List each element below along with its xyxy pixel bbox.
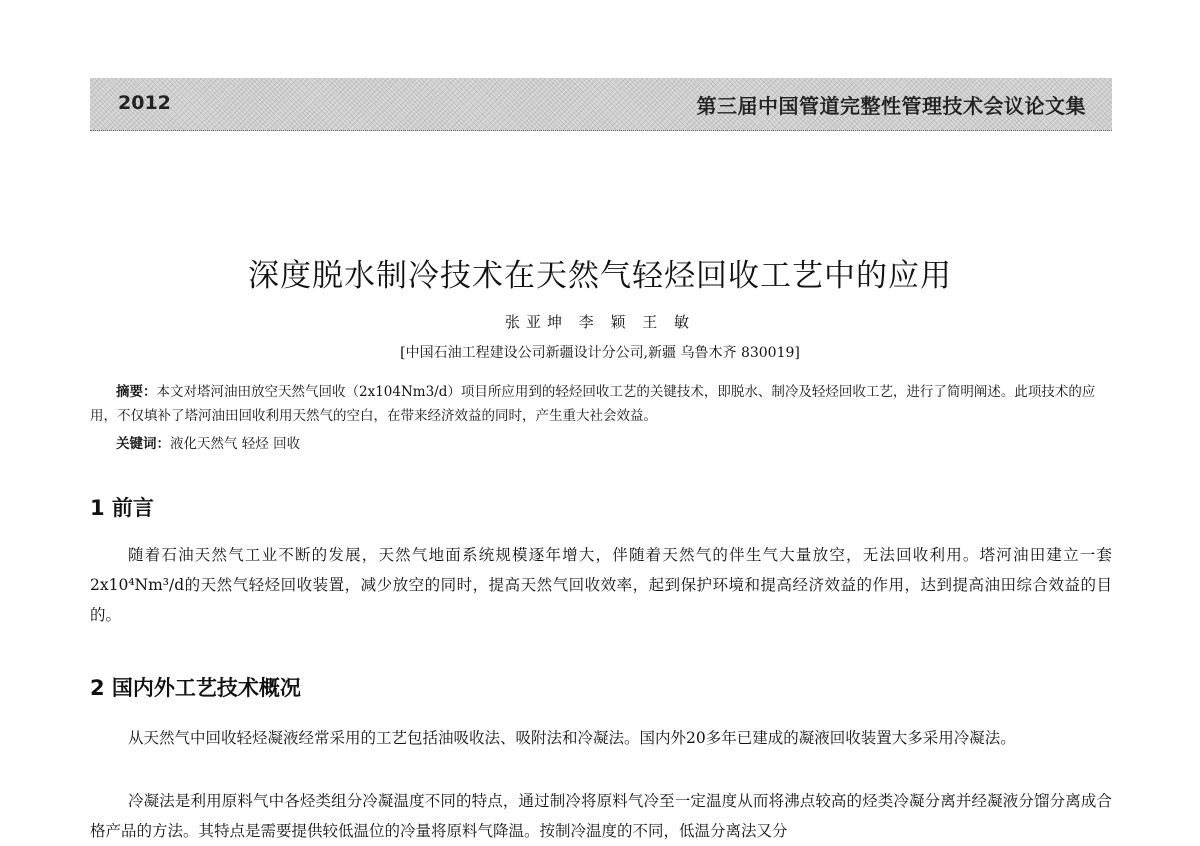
keywords-label: 关键词： xyxy=(116,436,170,452)
abstract-text: 本文对塔河油田放空天然气回收（2x104Nm3/d）项目所应用到的轻烃回收工艺的关键技术，即脱水、制冷及轻烃回收工艺，进行了简明阐述。此项技术的应用，不仅填补了塔河油田回收利用天然气的空白，在带来经济效益的同时，产生重大社会效益。 xyxy=(90,384,1096,424)
header-year: 2012 xyxy=(118,92,171,114)
header-proceedings-title: 第三届中国管道完整性管理技术会议论文集 xyxy=(696,94,1086,118)
paper-authors: 张亚坤 李 颖 王 敏 xyxy=(504,313,696,331)
section-overview-paragraph-1: 从天然气中回收轻烃凝液经常采用的工艺包括油吸收法、吸附法和冷凝法。国内外20多年已建成的凝液回收装置大多采用冷凝法。 xyxy=(128,729,1016,747)
abstract xyxy=(90,380,1110,428)
keywords-text: 液化天然气 轻烃 回收 xyxy=(170,436,301,452)
section-heading-intro: 1 前言 xyxy=(90,496,154,520)
abstract-label: 摘要： xyxy=(116,384,157,400)
paper-affiliation: [中国石油工程建设公司新疆设计分公司,新疆 乌鲁木齐 830019] xyxy=(400,345,800,361)
section-intro-paragraph: 随着石油天然气工业不断的发展，天然气地面系统规模逐年增大，伴随着天然气的伴生气大量放空，无法回收利用。塔河油田建立一套2x10⁴Nm³/d的天然气轻烃回收装置，减少放空的同时，提高天然气回收效率，起到保护环境和提高经济效益的作用，达到提高油田综合效益的目的。 xyxy=(90,546,1112,624)
section-heading-overview: 2 国内外工艺技术概况 xyxy=(90,676,301,700)
section-overview-paragraph-2: 冷凝法是利用原料气中各烃类组分冷凝温度不同的特点，通过制冷将原料气冷至一定温度从而将沸点较高的烃类冷凝分离并经凝液分馏分离成合格产品的方法。其特点是需要提供较低温位的冷量将原料气降温。按制冷温度的不同，低温分离法又分 xyxy=(90,792,1112,840)
running-header xyxy=(90,78,1112,131)
paper-title: 深度脱水制冷技术在天然气轻烃回收工艺中的应用 xyxy=(248,258,952,294)
keywords xyxy=(116,432,300,452)
